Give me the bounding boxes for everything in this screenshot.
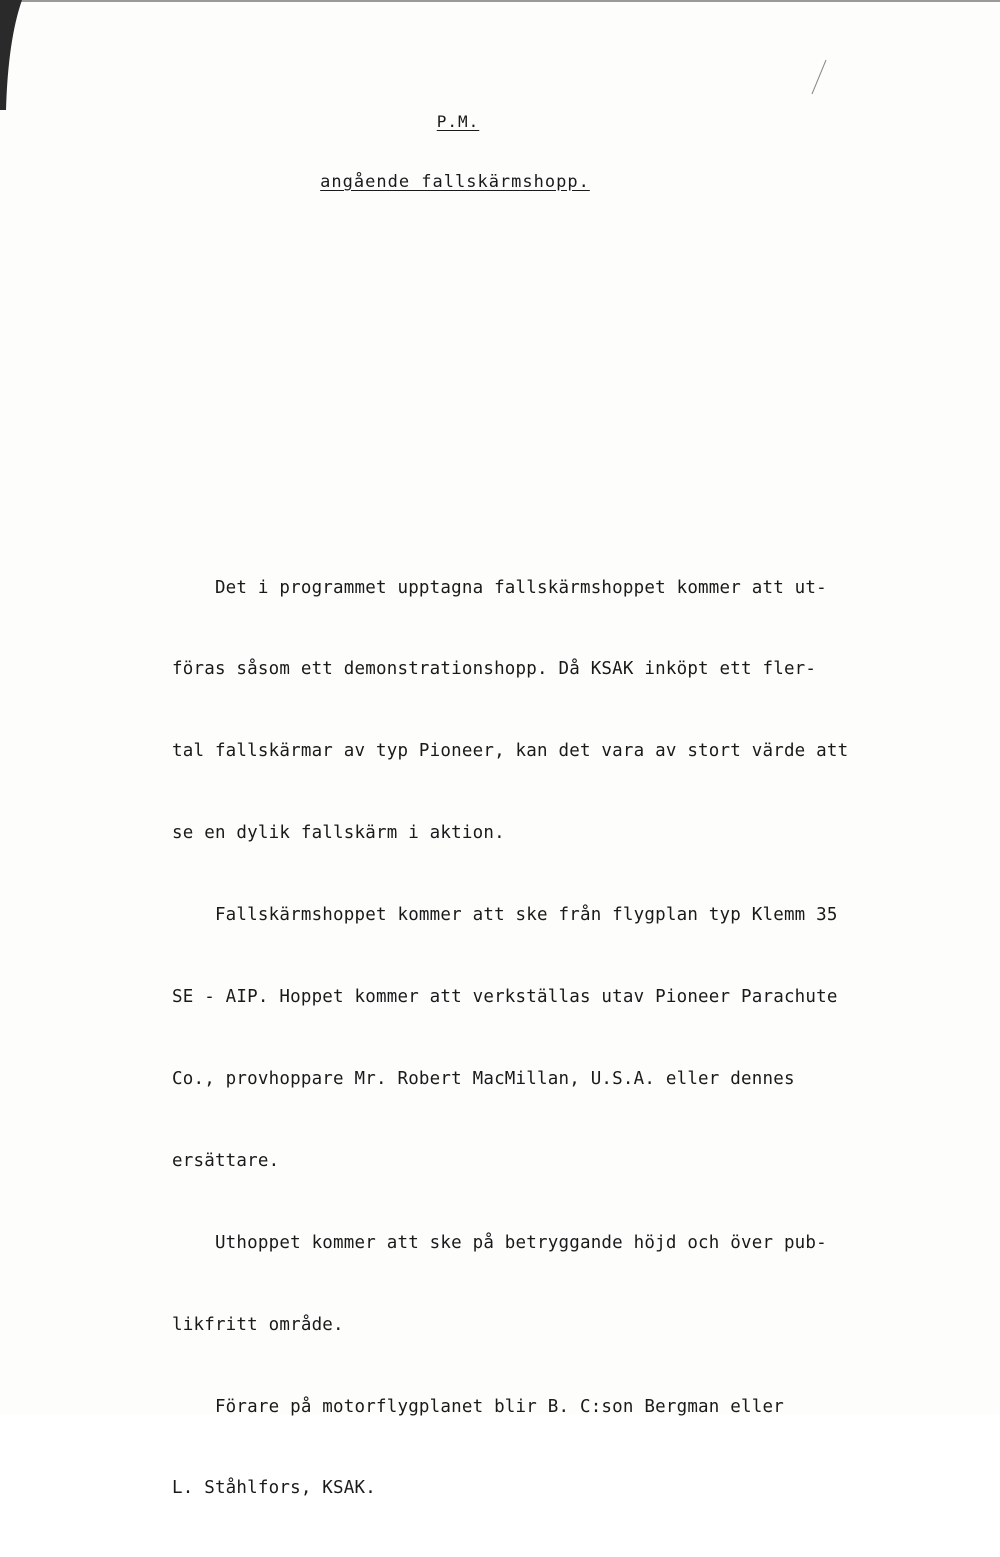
body-line: likfritt område.: [172, 1314, 344, 1335]
scan-edge-top: [0, 0, 1000, 2]
body-line: tal fallskärmar av typ Pioneer, kan det vara av stort värde att: [172, 741, 849, 762]
body-line: Fallskärmshoppet kommer att ske från flygplan typ Klemm 35: [172, 905, 838, 926]
body-line: se en dylik fallskärm i aktion.: [172, 823, 505, 844]
pencil-mark: [808, 58, 828, 98]
body-line: ersättare.: [172, 1150, 280, 1171]
body-line: Co., provhoppare Mr. Robert MacMillan, U.S.A. eller dennes: [172, 1068, 795, 1089]
scan-edge-left: [0, 0, 40, 110]
body-line: Det i programmet upptagna fallskärmshoppet kommer att ut-: [172, 577, 827, 598]
body-line: SE - AIP. Hoppet kommer att verkställas utav Pioneer Parachute: [172, 987, 838, 1008]
memo-heading: P.M.: [436, 112, 480, 131]
memo-subject: angående fallskärmshopp.: [320, 172, 590, 192]
body-line: L. Ståhlfors, KSAK.: [172, 1478, 376, 1499]
memo-body: [172, 520, 952, 1557]
body-line: föras såsom ett demonstrationshopp. Då KSAK inköpt ett fler-: [172, 659, 817, 680]
body-line: Förare på motorflygplanet blir B. C:son Bergman eller: [172, 1396, 784, 1417]
body-line: Uthoppet kommer att ske på betryggande höjd och över pub-: [172, 1232, 827, 1253]
